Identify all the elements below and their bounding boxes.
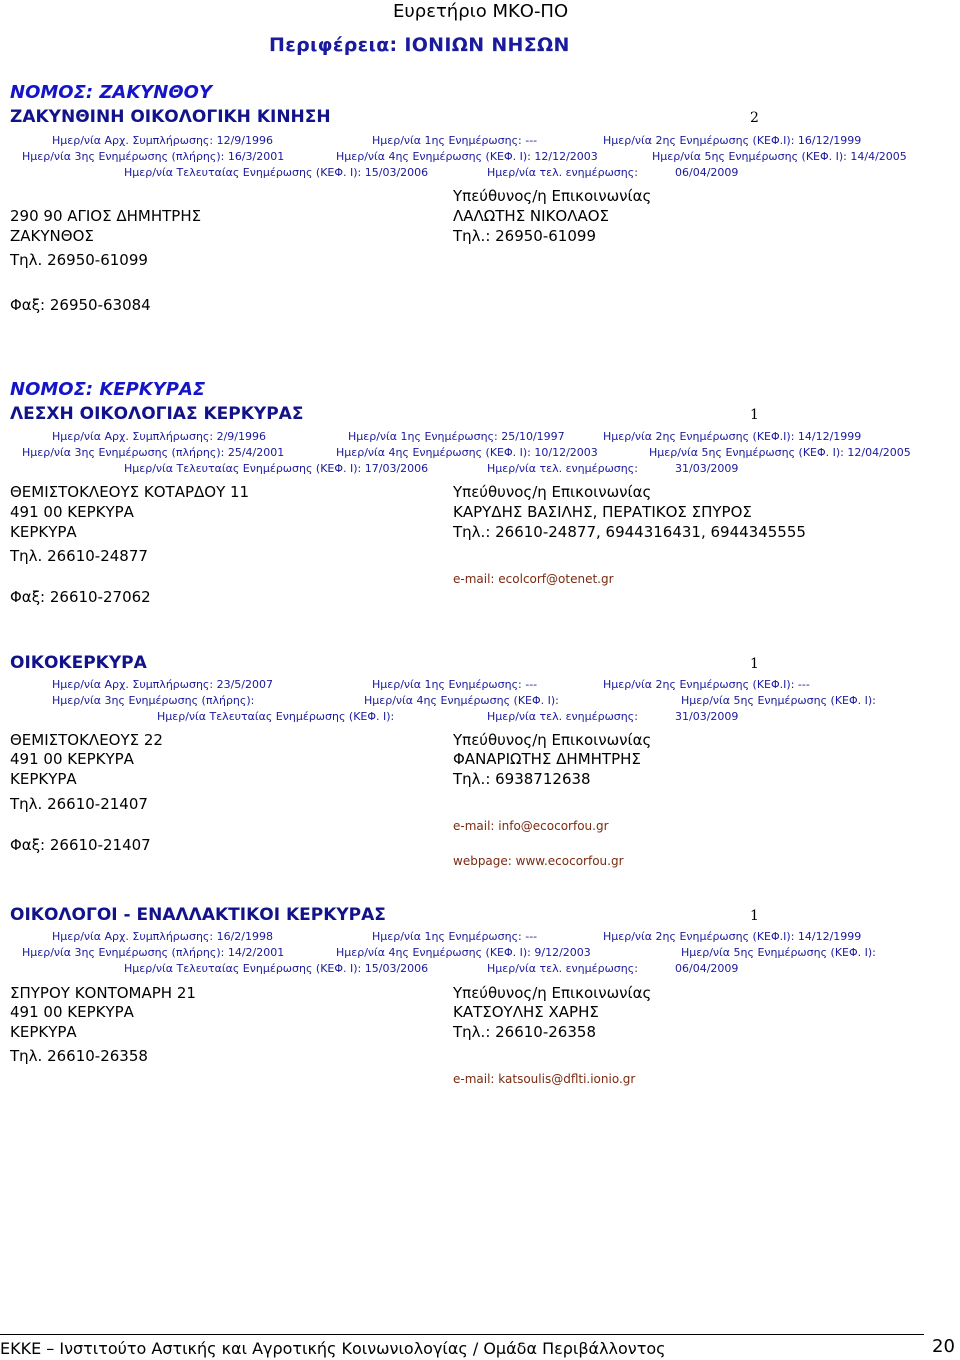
org-fax: Φαξ: 26950-63084 — [10, 296, 151, 314]
meta-upd3: Ημερ/νία 3ης Ενημέρωσης (πλήρης): — [52, 694, 255, 707]
org-fax: Φαξ: 26610-21407 — [10, 836, 151, 854]
nomos-heading-kerkyra: ΝΟΜΟΣ: ΚΕΡΚΥΡΑΣ — [10, 379, 206, 400]
meta-upd3: Ημερ/νία 3ης Ενημέρωσης (πλήρης): 16/3/2001 — [22, 150, 285, 163]
nomos-heading-zakynthos: ΝΟΜΟΣ: ΖΑΚΥΝΘΟΥ — [10, 82, 213, 103]
contact-title: Υπεύθυνος/η Επικοινωνίας — [453, 483, 652, 501]
contact-phone: Τηλ.: 26950-61099 — [453, 227, 596, 245]
meta-last: Ημερ/νία Τελευταίας Ενημέρωσης (ΚΕΦ. Ι): 17/03/2006 — [124, 462, 429, 475]
address-line: ΘΕΜΙΣΤΟΚΛΕΟΥΣ ΚΟΤΑΡΔΟΥ 11 — [10, 483, 250, 501]
meta-tel-upd-label: Ημερ/νία τελ. ενημέρωσης: — [487, 962, 638, 975]
address-line: 491 00 ΚΕΡΚΥΡΑ — [10, 503, 134, 521]
meta-upd1: Ημερ/νία 1ης Ενημέρωσης: --- — [372, 134, 538, 147]
contact-webpage[interactable]: webpage: www.ecocorfou.gr — [453, 854, 624, 868]
org-number: 1 — [750, 407, 759, 423]
org-name: ΟΙΚΟΛΟΓΟΙ - ΕΝΑΛΛΑΚΤΙΚΟΙ ΚΕΡΚΥΡΑΣ — [10, 905, 386, 925]
org-name: ΟΙΚΟΚΕΡΚΥΡΑ — [10, 653, 147, 673]
meta-upd1: Ημερ/νία 1ης Ενημέρωσης: 25/10/1997 — [348, 430, 565, 443]
meta-arch: Ημερ/νία Αρχ. Συμπλήρωσης: 23/5/2007 — [52, 678, 273, 691]
contact-name: ΦΑΝΑΡΙΩΤΗΣ ΔΗΜΗΤΡΗΣ — [453, 750, 641, 768]
meta-last: Ημερ/νία Τελευταίας Ενημέρωσης (ΚΕΦ. Ι): 15/03/2006 — [124, 166, 429, 179]
address-line: 491 00 ΚΕΡΚΥΡΑ — [10, 1003, 134, 1021]
meta-upd4: Ημερ/νία 4ης Ενημέρωσης (ΚΕΦ. Ι): 9/12/2003 — [336, 946, 591, 959]
org-number: 1 — [750, 656, 759, 672]
contact-name: ΚΑΤΣΟΥΛΗΣ ΧΑΡΗΣ — [453, 1003, 599, 1021]
contact-phone: Τηλ.: 26610-26358 — [453, 1023, 596, 1041]
contact-email[interactable]: e-mail: ecolcorf@otenet.gr — [453, 572, 614, 586]
org-number: 1 — [750, 908, 759, 924]
address-line: ΚΕΡΚΥΡΑ — [10, 770, 77, 788]
org-phone: Τηλ. 26610-24877 — [10, 547, 148, 565]
address-line: ΚΕΡΚΥΡΑ — [10, 523, 77, 541]
meta-arch: Ημερ/νία Αρχ. Συμπλήρωσης: 12/9/1996 — [52, 134, 273, 147]
meta-upd2: Ημερ/νία 2ης Ενημέρωσης (ΚΕΦ.Ι): 14/12/1999 — [603, 430, 862, 443]
org-fax: Φαξ: 26610-27062 — [10, 588, 151, 606]
contact-email[interactable]: e-mail: katsoulis@dflti.ionio.gr — [453, 1072, 636, 1086]
address-line: ΖΑΚΥΝΘΟΣ — [10, 227, 94, 245]
meta-upd4: Ημερ/νία 4ης Ενημέρωσης (ΚΕΦ. Ι): — [364, 694, 559, 707]
org-name: ΛΕΣΧΗ ΟΙΚΟΛΟΓΙΑΣ ΚΕΡΚΥΡΑΣ — [10, 404, 304, 424]
footer-text: ΕΚΚΕ – Ινστιτούτο Αστικής και Αγροτικής Κοινωνιολογίας / Ομάδα Περιβάλλοντος — [0, 1339, 666, 1358]
meta-upd4: Ημερ/νία 4ης Ενημέρωσης (ΚΕΦ. Ι): 12/12/2003 — [336, 150, 598, 163]
address-line: ΚΕΡΚΥΡΑ — [10, 1023, 77, 1041]
meta-last: Ημερ/νία Τελευταίας Ενημέρωσης (ΚΕΦ. Ι): — [157, 710, 395, 723]
meta-upd2: Ημερ/νία 2ης Ενημέρωσης (ΚΕΦ.Ι): --- — [603, 678, 810, 691]
contact-phone: Τηλ.: 26610-24877, 6944316431, 6944345555 — [453, 523, 806, 541]
meta-upd5: Ημερ/νία 5ης Ενημέρωσης (ΚΕΦ. Ι): 14/4/2005 — [652, 150, 907, 163]
org-name: ΖΑΚΥΝΘΙΝΗ ΟΙΚΟΛΟΓΙΚΗ ΚΙΝΗΣΗ — [10, 107, 331, 127]
contact-title: Υπεύθυνος/η Επικοινωνίας — [453, 731, 652, 749]
address-line: 290 90 ΑΓΙΟΣ ΔΗΜΗΤΡΗΣ — [10, 207, 202, 225]
meta-upd2: Ημερ/νία 2ης Ενημέρωσης (ΚΕΦ.Ι): 16/12/1999 — [603, 134, 862, 147]
org-number: 2 — [750, 110, 759, 126]
meta-tel-upd-value: 06/04/2009 — [675, 962, 739, 975]
address-line: 491 00 ΚΕΡΚΥΡΑ — [10, 750, 134, 768]
meta-upd1: Ημερ/νία 1ης Ενημέρωσης: --- — [372, 930, 538, 943]
contact-name: ΚΑΡΥΔΗΣ ΒΑΣΙΛΗΣ, ΠΕΡΑΤΙΚΟΣ ΣΠΥΡΟΣ — [453, 503, 752, 521]
meta-tel-upd-value: 31/03/2009 — [675, 710, 739, 723]
contact-title: Υπεύθυνος/η Επικοινωνίας — [453, 187, 652, 205]
meta-upd5: Ημερ/νία 5ης Ενημέρωσης (ΚΕΦ. Ι): 12/04/2005 — [649, 446, 911, 459]
meta-tel-upd-label: Ημερ/νία τελ. ενημέρωσης: — [487, 462, 638, 475]
meta-last: Ημερ/νία Τελευταίας Ενημέρωσης (ΚΕΦ. Ι): 15/03/2006 — [124, 962, 429, 975]
document-title: Ευρετήριο ΜΚΟ-ΠΟ — [393, 1, 569, 22]
org-phone: Τηλ. 26950-61099 — [10, 251, 148, 269]
footer-divider — [0, 1334, 924, 1335]
meta-upd1: Ημερ/νία 1ης Ενημέρωσης: --- — [372, 678, 538, 691]
address-line: ΘΕΜΙΣΤΟΚΛΕΟΥΣ 22 — [10, 731, 163, 749]
meta-arch: Ημερ/νία Αρχ. Συμπλήρωσης: 16/2/1998 — [52, 930, 273, 943]
meta-upd3: Ημερ/νία 3ης Ενημέρωσης (πλήρης): 14/2/2001 — [22, 946, 285, 959]
org-phone: Τηλ. 26610-26358 — [10, 1047, 148, 1065]
region-title: Περιφέρεια: ΙΟΝΙΩΝ ΝΗΣΩΝ — [269, 34, 570, 56]
meta-arch: Ημερ/νία Αρχ. Συμπλήρωσης: 2/9/1996 — [52, 430, 266, 443]
contact-title: Υπεύθυνος/η Επικοινωνίας — [453, 984, 652, 1002]
meta-upd5: Ημερ/νία 5ης Ενημέρωσης (ΚΕΦ. Ι): — [681, 946, 876, 959]
contact-email[interactable]: e-mail: info@ecocorfou.gr — [453, 819, 609, 833]
contact-phone: Τηλ.: 6938712638 — [453, 770, 591, 788]
meta-tel-upd-value: 31/03/2009 — [675, 462, 739, 475]
meta-upd2: Ημερ/νία 2ης Ενημέρωσης (ΚΕΦ.Ι): 14/12/1999 — [603, 930, 862, 943]
contact-name: ΛΑΛΩΤΗΣ ΝΙΚΟΛΑΟΣ — [453, 207, 610, 225]
meta-tel-upd-value: 06/04/2009 — [675, 166, 739, 179]
meta-upd5: Ημερ/νία 5ης Ενημέρωσης (ΚΕΦ. Ι): — [681, 694, 876, 707]
meta-tel-upd-label: Ημερ/νία τελ. ενημέρωσης: — [487, 166, 638, 179]
meta-upd3: Ημερ/νία 3ης Ενημέρωσης (πλήρης): 25/4/2001 — [22, 446, 285, 459]
meta-tel-upd-label: Ημερ/νία τελ. ενημέρωσης: — [487, 710, 638, 723]
org-phone: Τηλ. 26610-21407 — [10, 795, 148, 813]
meta-upd4: Ημερ/νία 4ης Ενημέρωσης (ΚΕΦ. Ι): 10/12/2003 — [336, 446, 598, 459]
address-line: ΣΠΥΡΟΥ ΚΟΝΤΟΜΑΡΗ 21 — [10, 984, 196, 1002]
page-number: 20 — [932, 1336, 955, 1357]
